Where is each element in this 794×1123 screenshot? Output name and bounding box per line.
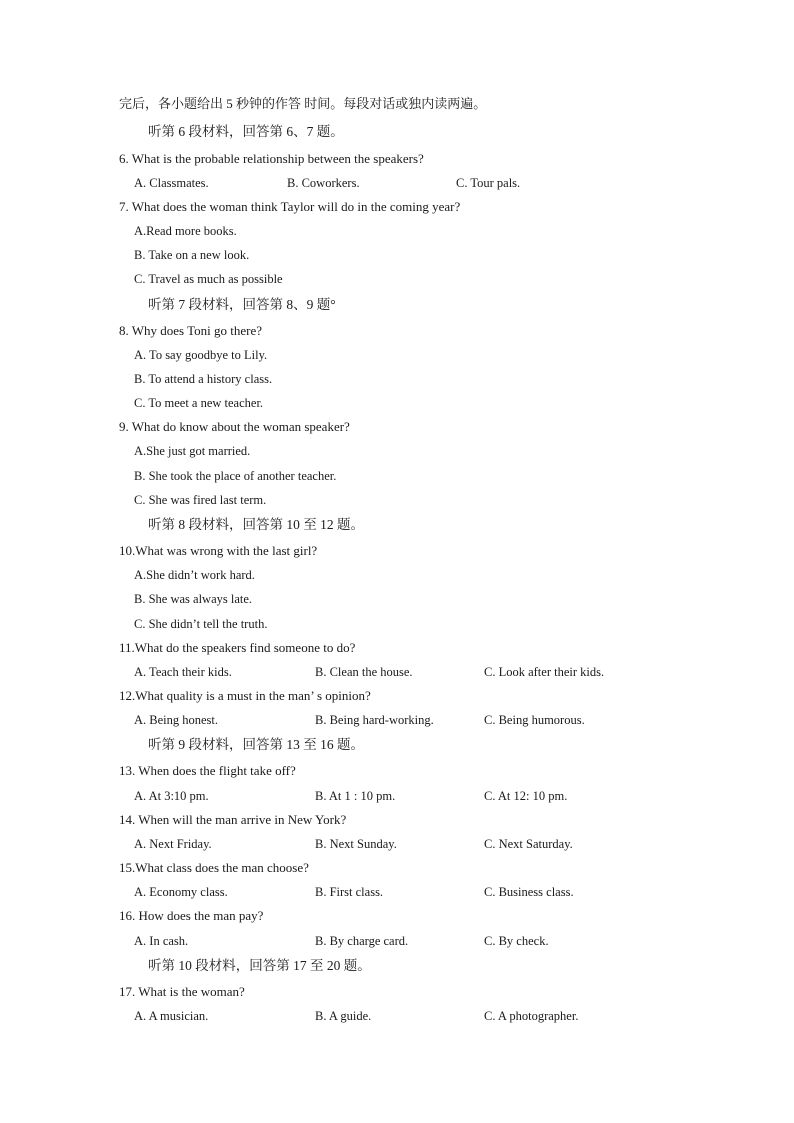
question-13-option-a: A. At 3:10 pm. [134,789,209,803]
question-14-option-c: C. Next Saturday. [484,837,573,851]
question-13-option-b: B. At 1 : 10 pm. [315,789,396,803]
question-12-stem: 12.What quality is a must in the man’ s opinion? [119,688,371,703]
section-heading-8: 听第 8 段材料，回答第 10 至 12 题。 [148,517,364,532]
question-8-option-b: B. To attend a history class. [134,372,273,386]
section-heading-9: 听第 9 段材料，回答第 13 至 16 题。 [148,737,364,752]
question-17-stem: 17. What is the woman? [119,984,245,999]
question-14-option-b: B. Next Sunday. [315,837,397,851]
section-heading-10: 听第 10 段材料，回答第 17 至 20 题。 [148,958,371,973]
question-7-stem: 7. What does the woman think Taylor will do in the coming year? [119,199,461,214]
question-10-option-b: B. She was always late. [134,592,253,606]
question-9-stem: 9. What do know about the woman speaker? [119,419,350,434]
question-10-option-c: C. She didn’t tell the truth. [134,617,268,631]
question-16-stem: 16. How does the man pay? [119,908,264,923]
question-12-option-b: B. Being hard-working. [315,713,434,727]
question-16-option-c: C. By check. [484,934,549,948]
question-6-option-a: A. Classmates. [134,176,209,190]
question-15-option-a: A. Economy class. [134,885,228,899]
question-8-option-a: A. To say goodbye to Lily. [134,348,268,362]
question-6-option-c: C. Tour pals. [456,176,521,190]
question-9-option-b: B. She took the place of another teacher. [134,469,337,483]
question-8-stem: 8. Why does Toni go there? [119,323,263,338]
question-11-option-a: A. Teach their kids. [134,665,232,679]
question-9-option-c: C. She was fired last term. [134,493,267,507]
question-8-option-c: C. To meet a new teacher. [134,396,264,410]
question-16-option-b: B. By charge card. [315,934,409,948]
question-11-stem: 11.What do the speakers find someone to do? [119,640,356,655]
question-7-option-c: C. Travel as much as possible [134,272,283,286]
question-11-option-c: C. Look after their kids. [484,665,605,679]
question-17-option-c: C. A photographer. [484,1009,579,1023]
question-7-option-b: B. Take on a new look. [134,248,250,262]
section-heading-6: 听第 6 段材料，回答第 6、7 题。 [148,124,344,139]
question-12-option-a: A. Being honest. [134,713,219,727]
question-11-option-b: B. Clean the house. [315,665,413,679]
question-6-option-b: B. Coworkers. [287,176,360,190]
question-17-option-a: A. A musician. [134,1009,209,1023]
question-15-stem: 15.What class does the man choose? [119,860,309,875]
question-6-stem: 6. What is the probable relationship between the speakers? [119,151,424,166]
question-14-stem: 14. When will the man arrive in New York? [119,812,347,827]
intro-text: 完后，各小题给出 5 秒钟的作答 时间。每段对话或独内读两遍。 [119,96,487,111]
question-17-option-b: B. A guide. [315,1009,372,1023]
question-13-stem: 13. When does the flight take off? [119,763,296,778]
question-14-option-a: A. Next Friday. [134,837,212,851]
question-16-option-a: A. In cash. [134,934,189,948]
question-10-stem: 10.What was wrong with the last girl? [119,543,318,558]
question-12-option-c: C. Being humorous. [484,713,585,727]
question-13-option-c: C. At 12: 10 pm. [484,789,568,803]
question-15-option-c: C. Business class. [484,885,574,899]
question-9-option-a: A.She just got married. [134,444,251,458]
question-10-option-a: A.She didn’t work hard. [134,568,255,582]
question-15-option-b: B. First class. [315,885,384,899]
section-heading-7: 听第 7 段材料，回答第 8、9 题° [148,297,336,312]
question-7-option-a: A.Read more books. [134,224,237,238]
